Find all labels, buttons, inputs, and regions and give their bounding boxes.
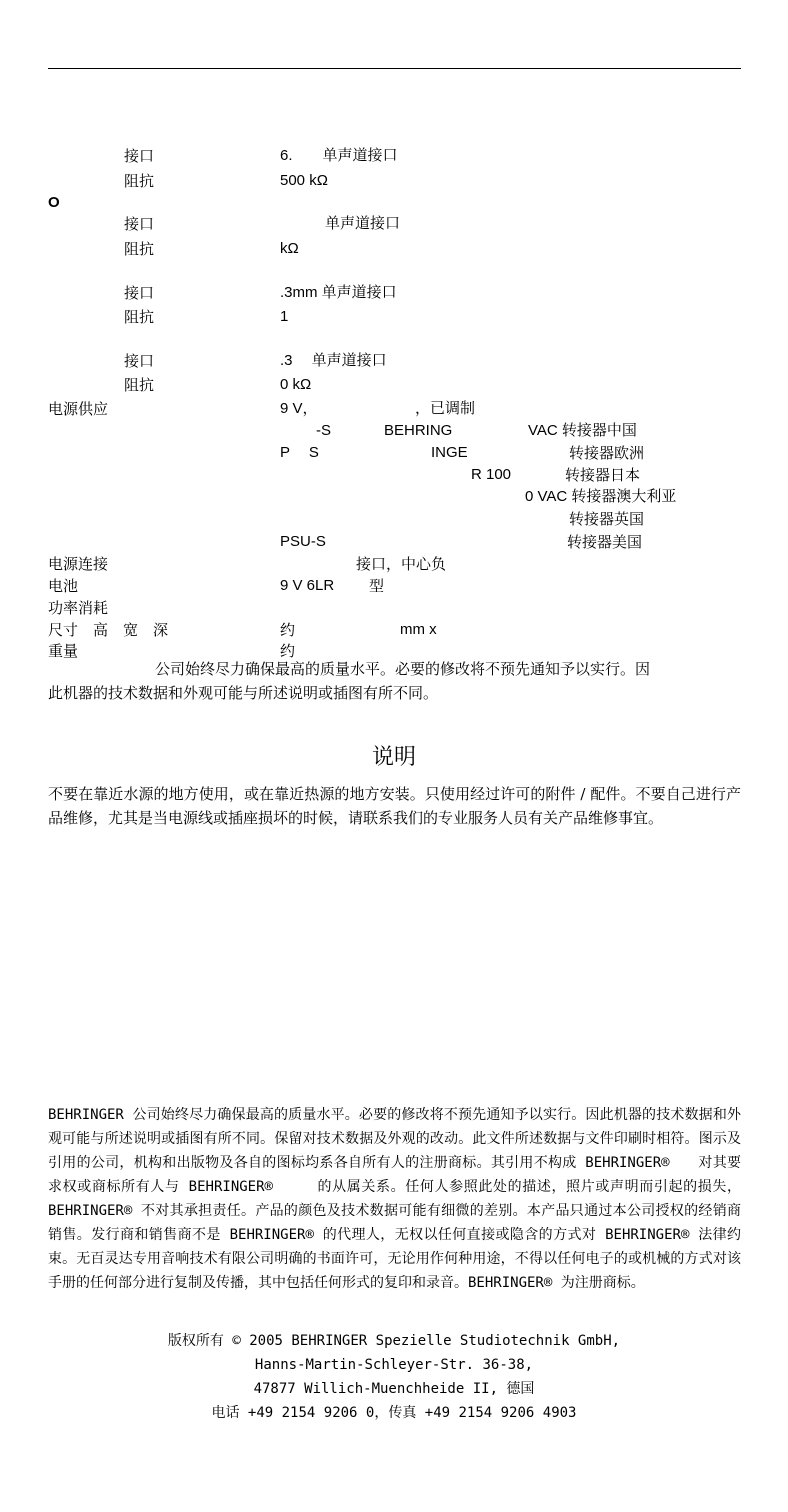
adapter-brand: R 100 <box>471 466 512 483</box>
spec-label: 阻抗 <box>124 308 155 326</box>
copyright-line: 版权所有 © 2005 BEHRINGER Spezielle Studiotechnik GmbH, <box>167 1333 621 1349</box>
contact-phone-fax: 电话 +49 2154 9206 0，传真 +49 2154 9206 4903 <box>211 1405 577 1421</box>
spec-label: 接口 <box>124 352 155 370</box>
weight-label: 重量 <box>48 642 79 660</box>
safety-heading: 说明 <box>371 745 416 770</box>
spec-value: .3 单声道接口 <box>280 352 387 369</box>
legal-text: BEHRINGER 公司始终尽力确保最高的质量水平。必要的修改将不预先通知予以实行。因此机器的技术数据和外观可能与所述说明或插图有所不同。保留对技术数据及外观的改动。此文件所述数据与文件印刷时相符。图示及引用的公司，机构和出版物及各自的图标均系各自所有人的注册商标。其引用不构成 BEHRINGER® 对其要求权或商标所有人与 BEHRINGER® 的从属关系。任何人参照此处的描述，照片或声明而引起的损失，BEHRINGER® 不对其承担责任。产品的颜色及技术数据可能有细微的差别。本产品只通过本公司授权的经销商销售。发行商和销售商不是 BEHRINGER® 的代理人，无权以任何直接或隐含的方式对 BEHRINGER® 法律约束。无百灵达专用音响技术有限公司明确的书面许可，无论用作何种用途，不得以任何电子的或机械的方式对该手册的任何部分进行复制及传播，其中包括任何形式的复印和录音。BEHRINGER® 为注册商标。 <box>48 1107 741 1291</box>
adapter-model: PSU-S <box>280 533 326 550</box>
spec-value: 500 kΩ <box>280 172 328 189</box>
dimensions-approx: 约 <box>280 621 296 639</box>
adapter-model: -S <box>316 422 331 439</box>
spec-value: 0 kΩ <box>280 376 312 393</box>
copyright-block <box>0 1329 788 1425</box>
legal-notice <box>48 1103 741 1295</box>
battery-value: 9 V 6LR <box>280 577 335 594</box>
spec-label: 接口 <box>124 215 155 233</box>
spec-section-heading: O <box>48 194 60 211</box>
adapter-region: 转接器欧洲 <box>569 444 645 462</box>
quality-note-line1: 公司始终尽力确保最高的质量水平。必要的修改将不预先通知予以实行。因 <box>155 660 651 678</box>
adapter-brand: INGE <box>431 444 468 461</box>
spec-label: 接口 <box>124 147 155 165</box>
adapter-model: P S <box>280 444 319 461</box>
adapter-brand: BEHRING <box>384 422 453 439</box>
weight-value: 约 <box>280 642 296 660</box>
power-value: 9 V， ，已调制 <box>280 400 476 417</box>
spec-label: 接口 <box>124 284 155 302</box>
power-connection-value: 接口，中心负 <box>356 555 447 573</box>
spec-label: 阻抗 <box>124 240 155 258</box>
power-consumption-label: 功率消耗 <box>48 599 109 617</box>
power-label: 电源供应 <box>48 400 109 418</box>
battery-type: 型 <box>369 577 385 595</box>
dimensions-value: mm x <box>400 621 437 638</box>
adapter-region: 转接器美国 <box>567 533 643 551</box>
quality-note-line2: 此机器的技术数据和外观可能与所述说明或插图有所不同。 <box>48 684 439 702</box>
adapter-region: VAC 转接器中国 <box>528 422 637 439</box>
power-connection-label: 电源连接 <box>48 555 109 573</box>
battery-label: 电池 <box>48 577 79 595</box>
spec-value: .3mm 单声道接口 <box>280 284 397 301</box>
safety-paragraph <box>48 782 741 830</box>
spec-value: 1 <box>280 308 289 325</box>
address-street: Hanns-Martin-Schleyer-Str. 36-38, <box>254 1357 534 1373</box>
adapter-region: 0 VAC 转接器澳大利亚 <box>525 488 677 505</box>
safety-text: 不要在靠近水源的地方使用，或在靠近热源的地方安装。只使用经过许可的附件 / 配件。不要自己进行产品维修，尤其是当电源线或插座损坏的时候，请联系我们的专业服务人员有关产品维修事宜。 <box>48 785 741 827</box>
spec-label: 阻抗 <box>124 376 155 394</box>
spec-value: 单声道接口 <box>280 215 401 232</box>
spec-table <box>0 0 788 660</box>
dimensions-label: 尺寸 高 宽 深 <box>48 621 169 639</box>
address-city: 47877 Willich-Muenchheide II, 德国 <box>253 1381 535 1397</box>
adapter-region: 转接器英国 <box>569 510 645 528</box>
spec-label: 阻抗 <box>124 172 155 190</box>
spec-value: kΩ <box>280 240 299 257</box>
spec-value: 6. 单声道接口 <box>280 147 398 164</box>
adapter-region: 转接器日本 <box>565 466 641 484</box>
